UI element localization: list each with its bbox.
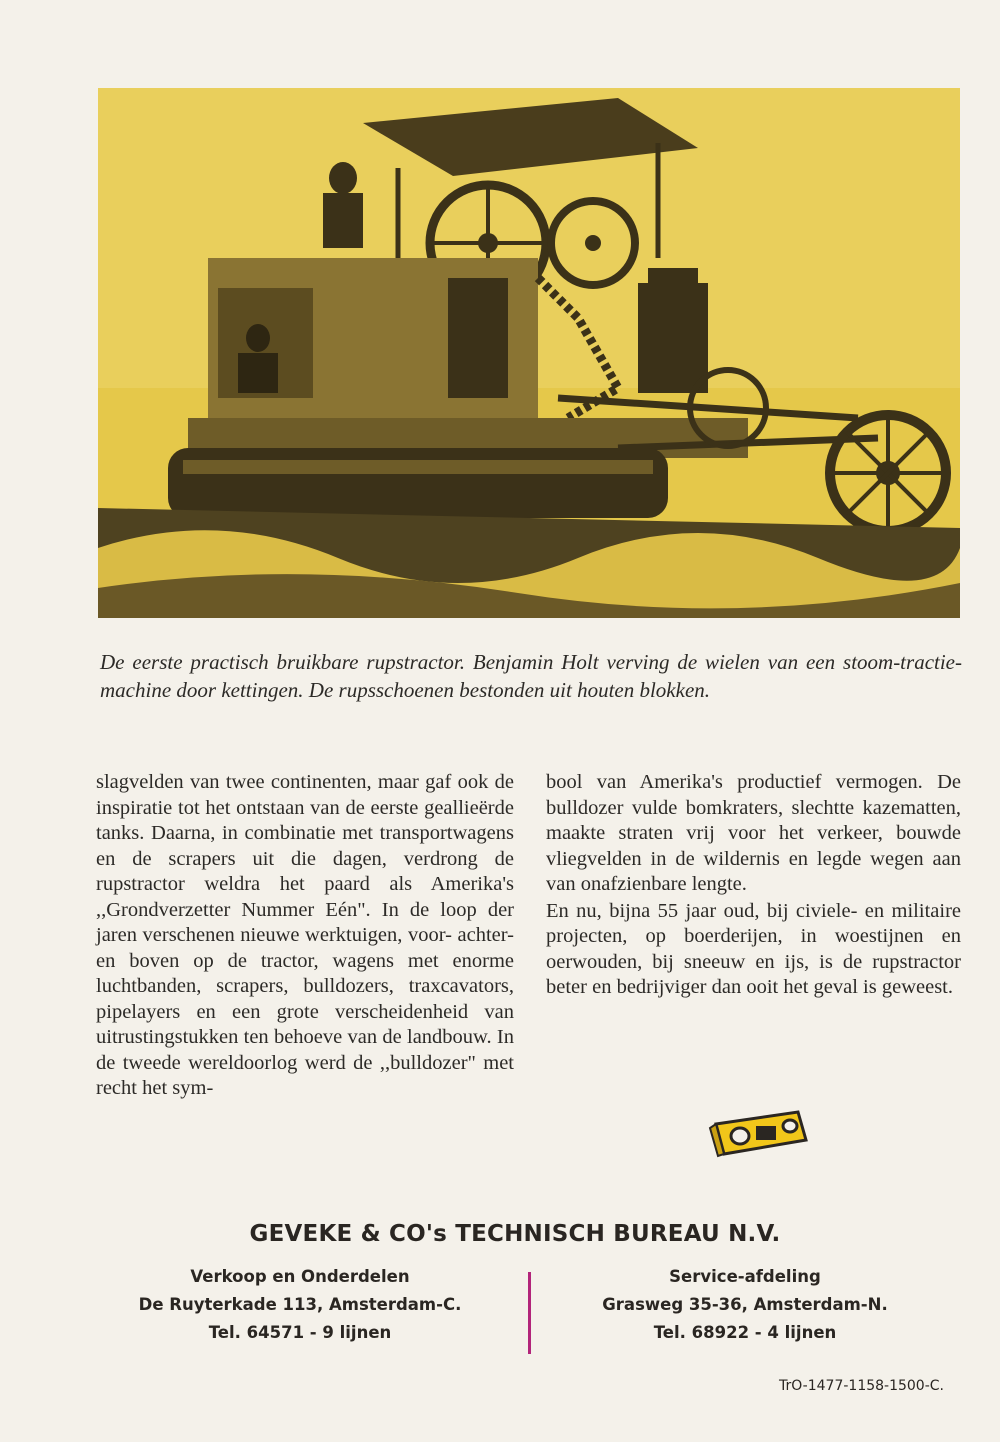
sales-phone: Tel. 64571 - 9 lijnen — [208, 1323, 392, 1342]
service-title: Service-afdeling — [669, 1267, 821, 1286]
tractor-photo — [98, 88, 960, 618]
article-paragraph: En nu, bijna 55 jaar oud, bij civiele- en militaire projecten, op boerderijen, in woestijnen en oerwouden, bij sneeuw en ijs, is de rupstractor beter en bedrijviger dan ooit het geval is geweest. — [546, 899, 961, 998]
article-column-right — [546, 770, 961, 1001]
sales-title: Verkoop en Onderdelen — [190, 1267, 410, 1286]
article-column-left — [96, 770, 514, 1102]
photo-caption: De eerste practisch bruikbare rupstractor. Benjamin Holt verving de wielen van een stoom-tractie-machine door kettingen. De rupsschoenen bestonden uit houten blokken. — [100, 650, 962, 702]
sales-address-block — [90, 1263, 510, 1347]
company-name: GEVEKE & CO's TECHNISCH BUREAU N.V. — [249, 1221, 781, 1247]
service-phone: Tel. 68922 - 4 lijnen — [653, 1323, 837, 1342]
service-address-block — [535, 1263, 955, 1347]
footer-divider — [528, 1272, 531, 1354]
service-address: Grasweg 35-36, Amsterdam-N. — [602, 1295, 888, 1314]
tractor-illustration — [98, 88, 960, 618]
track-link-icon — [706, 1110, 812, 1162]
article-paragraph: slagvelden van twee continenten, maar gaf ook de inspiratie tot het ontstaan van de eerste geallieërde tanks. Daarna, in combinatie met transportwagens en de scrapers uit die dagen, verdrong de rupstractor weldra het paard als Amerika's ,,Grondverzetter Nummer Eén". In de loop der jaren verschenen nieuwe werktuigen, voor- achter- en boven op de tractor, wagens met enorme luchtbanden, scrapers, bulldozers, traxcavators, pipelayers en een grote verscheidenheid van uitrustingstukken ten behoeve van de landbouw. In de tweede wereldoorlog werd de ,,bulldozer" met recht het sym- — [96, 771, 514, 1099]
sales-address: De Ruyterkade 113, Amsterdam-C. — [138, 1295, 462, 1314]
print-code: TrO-1477-1158-1500-C. — [779, 1378, 944, 1394]
article-paragraph: bool van Amerika's productief vermogen. De bulldozer vulde bomkraters, slechtte kazematten, maakte straten vrij voor het verkeer, bouwde vliegvelden in de wildernis en legde wegen aan van onafzienbare lengte. — [546, 771, 961, 895]
